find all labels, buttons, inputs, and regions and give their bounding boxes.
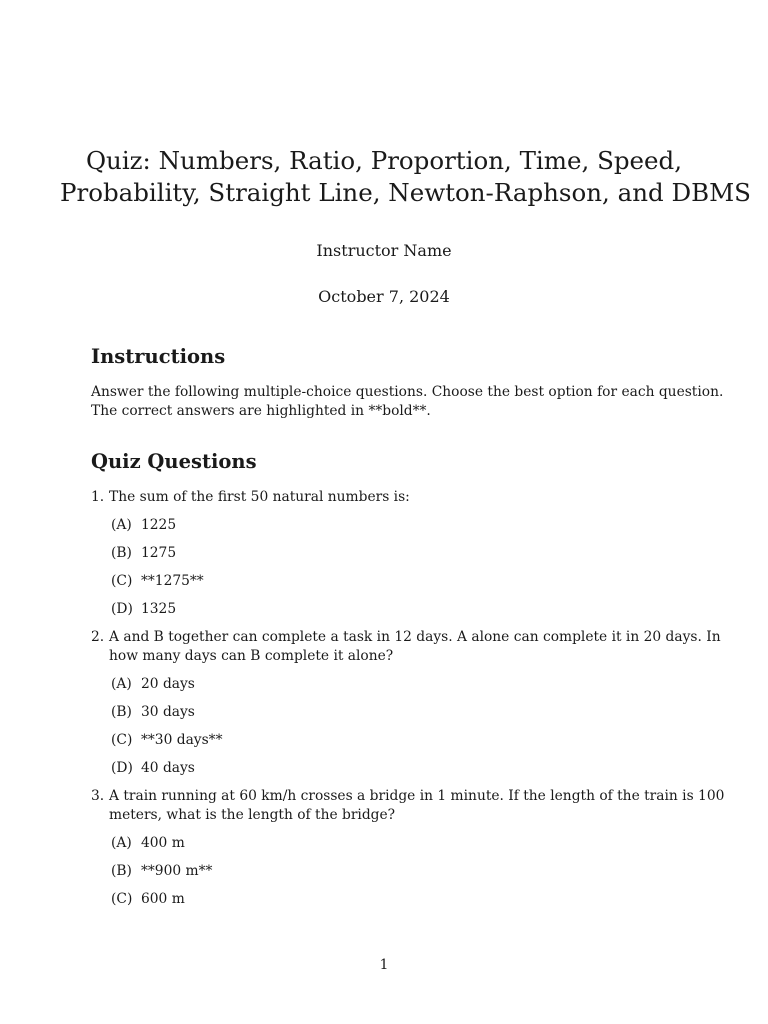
question-text [109,488,681,507]
question-number: 2. [91,629,105,645]
option-text: **900 m** [141,863,213,879]
question-2-option-d [111,759,195,778]
question-line: meters, what is the length of the bridge? [109,807,396,823]
question-1-option-a [111,516,176,535]
option-text: 600 m [141,891,185,907]
option-letter: (B) [111,863,132,879]
option-letter: (D) [111,601,133,617]
option-text: 1275 [141,545,177,561]
title-line: Quiz: Numbers, Ratio, Proportion, Time, Speed, [85,146,683,175]
question-1-option-c [111,572,204,591]
option-letter: (B) [111,545,132,561]
option-letter: (B) [111,704,132,720]
option-letter: (A) [111,517,132,533]
instructions-line: The correct answers are highlighted in **bold**. [91,403,431,419]
question-number: 1. [91,489,105,505]
document-title [60,145,751,209]
question-3-option-b [111,862,212,881]
option-letter: (C) [111,573,133,589]
question-line: The sum of the first 50 natural numbers is: [109,489,410,505]
question-2-option-c [111,731,222,750]
option-letter: (A) [111,676,132,692]
question-number: 3. [91,788,105,804]
title-line: Probability, Straight Line, Newton-Raphson, and DBMS [60,178,751,207]
quiz-questions-heading: Quiz Questions [91,450,257,473]
document-date: October 7, 2024 [318,287,450,306]
option-text: 1325 [141,601,177,617]
question-2-option-a [111,675,195,694]
question-2-option-b [111,703,195,722]
question-line: A train running at 60 km/h crosses a bridge in 1 minute. If the length of the train is 100 [109,788,725,804]
question-1-option-b [111,544,176,563]
option-letter: (A) [111,835,132,851]
option-text: 400 m [141,835,185,851]
option-text: 30 days [141,704,195,720]
option-text: **1275** [141,573,204,589]
author-name: Instructor Name [316,241,452,260]
instructions-line: Answer the following multiple-choice questions. Choose the best option for each question. [91,384,724,400]
question-line: A and B together can complete a task in 12 days. A alone can complete it in 20 days. In [109,629,721,645]
option-text: 40 days [141,760,195,776]
option-text: **30 days** [141,732,223,748]
question-line: how many days can B complete it alone? [109,648,394,664]
question-1-option-d [111,600,176,619]
question-text [109,787,725,825]
option-text: 1225 [141,517,177,533]
question-3-option-a [111,834,185,853]
option-letter: (C) [111,732,133,748]
option-letter: (D) [111,760,133,776]
instructions-heading: Instructions [91,345,226,368]
option-text: 20 days [141,676,195,692]
instructions-text [91,383,724,421]
question-3-option-c [111,890,185,909]
question-text [109,628,721,666]
option-letter: (C) [111,891,133,907]
page-number: 1 [379,957,389,973]
